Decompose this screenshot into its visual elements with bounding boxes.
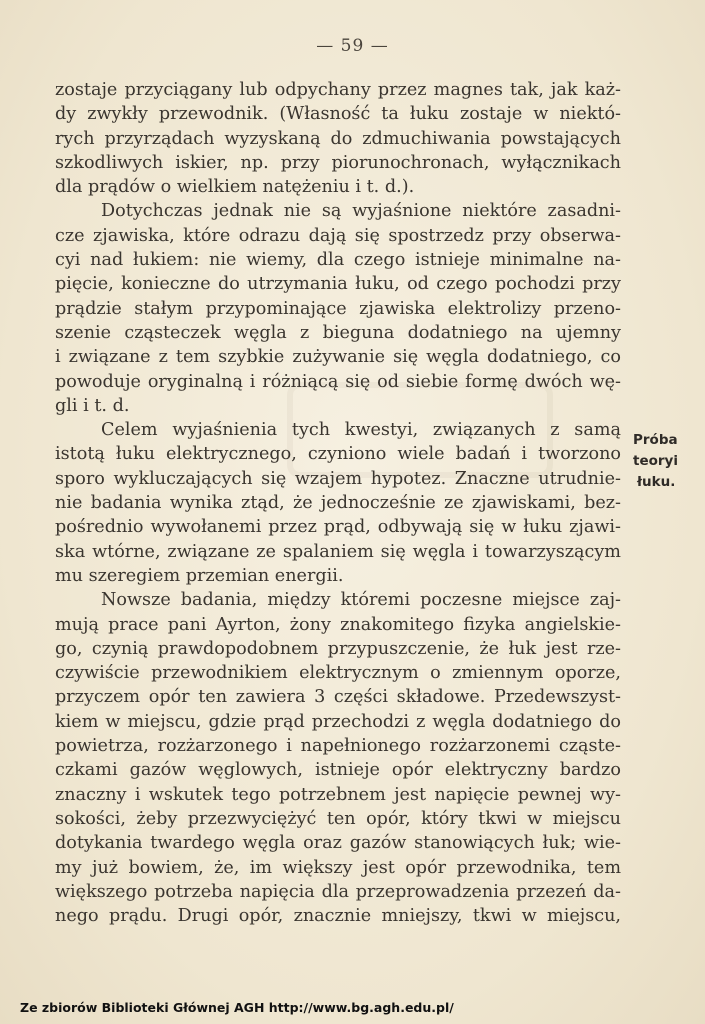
text-line: większego potrzeba napięcia dla przeprowadzenia przezeń da- <box>55 881 621 902</box>
text-line: czkami gazów węglowych, istnieje opór elektryczny bardzo <box>55 760 621 781</box>
text-line: szkodliwych iskier, np. przy piorunochronach, wyłącznikach <box>55 152 621 173</box>
text-line: gli i t. d. <box>55 395 130 416</box>
text-line: znaczny i wskutek tego potrzebnem jest napięcie pewnej wy- <box>55 784 621 805</box>
text-line: cyi nad łukiem: nie wiemy, dla czego istnieje minimalne na- <box>55 250 621 271</box>
text-line: pięcie, konieczne do utrzymania łuku, od czego pochodzi przy <box>55 274 621 295</box>
text-line: sokości, żeby przezwyciężyć ten opór, który tkwi w miejscu <box>55 808 621 829</box>
text-line: mu szeregiem przemian energii. <box>55 565 344 586</box>
text-line: istotą łuku elektrycznego, czyniono wiele badań i tworzono <box>55 444 621 465</box>
text-line: sporo wykluczających się wzajem hypotez. Znaczne utrudnie- <box>55 468 621 489</box>
text-line: kiem w miejscu, gdzie prąd przechodzi z węgla dodatniego do <box>55 711 621 732</box>
text-line: zostaje przyciągany lub odpychany przez magnes tak, jak każ- <box>55 80 621 100</box>
text-line: przyczem opór ten zawiera 3 części składowe. Przedewszyst- <box>55 687 621 708</box>
library-footer: Ze zbiorów Biblioteki Głównej AGH http://www.bg.agh.edu.pl/ <box>20 1000 454 1015</box>
text-line: dy zwykły przewodnik. (Własność ta łuku zostaje w niektó- <box>55 104 621 125</box>
text-line: powoduje oryginalną i różniącą się od siebie formę dwóch wę- <box>55 371 621 392</box>
text-line: dla prądów o wielkiem natężeniu i t. d.). <box>55 177 415 198</box>
text-line: i związane z tem szybkie zużywanie się węgla dodatniego, co <box>55 347 621 368</box>
paragraph-start-line: Celem wyjaśnienia tych kwestyi, związanych z samą <box>101 420 621 441</box>
page-number: — 59 — <box>316 36 389 56</box>
text-line: dotykania twardego węgla oraz gazów stanowiących łuk; wie- <box>55 833 621 854</box>
paragraph-start-line: Dotychczas jednak nie są wyjaśnione niektóre zasadni- <box>101 201 621 222</box>
margin-note-line: Próba <box>633 432 678 448</box>
text-line: czywiście przewodnikiem elektrycznym o zmiennym oporze, <box>55 663 621 684</box>
text-line: go, czynią prawdopodobnem przypuszczenie, że łuk jest rze- <box>55 638 621 659</box>
text-line: powietrza, rozżarzonego i napełnionego rozżarzonemi cząste- <box>55 736 621 757</box>
margin-note <box>633 430 693 493</box>
text-line: ska wtórne, związane ze spalaniem się węgla i towarzyszącym <box>55 541 621 562</box>
body-text <box>55 78 621 928</box>
text-line: prądzie stałym przypominające zjawiska elektrolizy przeno- <box>55 298 621 319</box>
text-line: nie badania wynika ztąd, że jednocześnie ze zjawiskami, bez- <box>55 493 621 514</box>
text-line: cze zjawiska, które odrazu dają się spostrzedz przy obserwa- <box>55 225 621 246</box>
paragraph-start-line: Nowsze badania, między któremi poczesne miejsce zaj- <box>101 590 621 611</box>
text-line: pośrednio wywołanemi przez prąd, odbywają się w łuku zjawi- <box>55 517 621 538</box>
margin-note-line: teoryi <box>633 453 678 469</box>
text-line: my już bowiem, że, im większy jest opór przewodnika, tem <box>55 857 621 878</box>
margin-note-line: łuku. <box>637 474 676 490</box>
text-line: mują prace pani Ayrton, żony znakomitego fizyka angielskie- <box>55 614 621 635</box>
text-line: szenie cząsteczek węgla z bieguna dodatniego na ujemny <box>55 322 621 343</box>
text-line: nego prądu. Drugi opór, znacznie mniejszy, tkwi w miejscu, <box>55 906 621 927</box>
text-line: rych przyrządach wyzyskaną do zdmuchiwania powstających <box>55 128 621 149</box>
